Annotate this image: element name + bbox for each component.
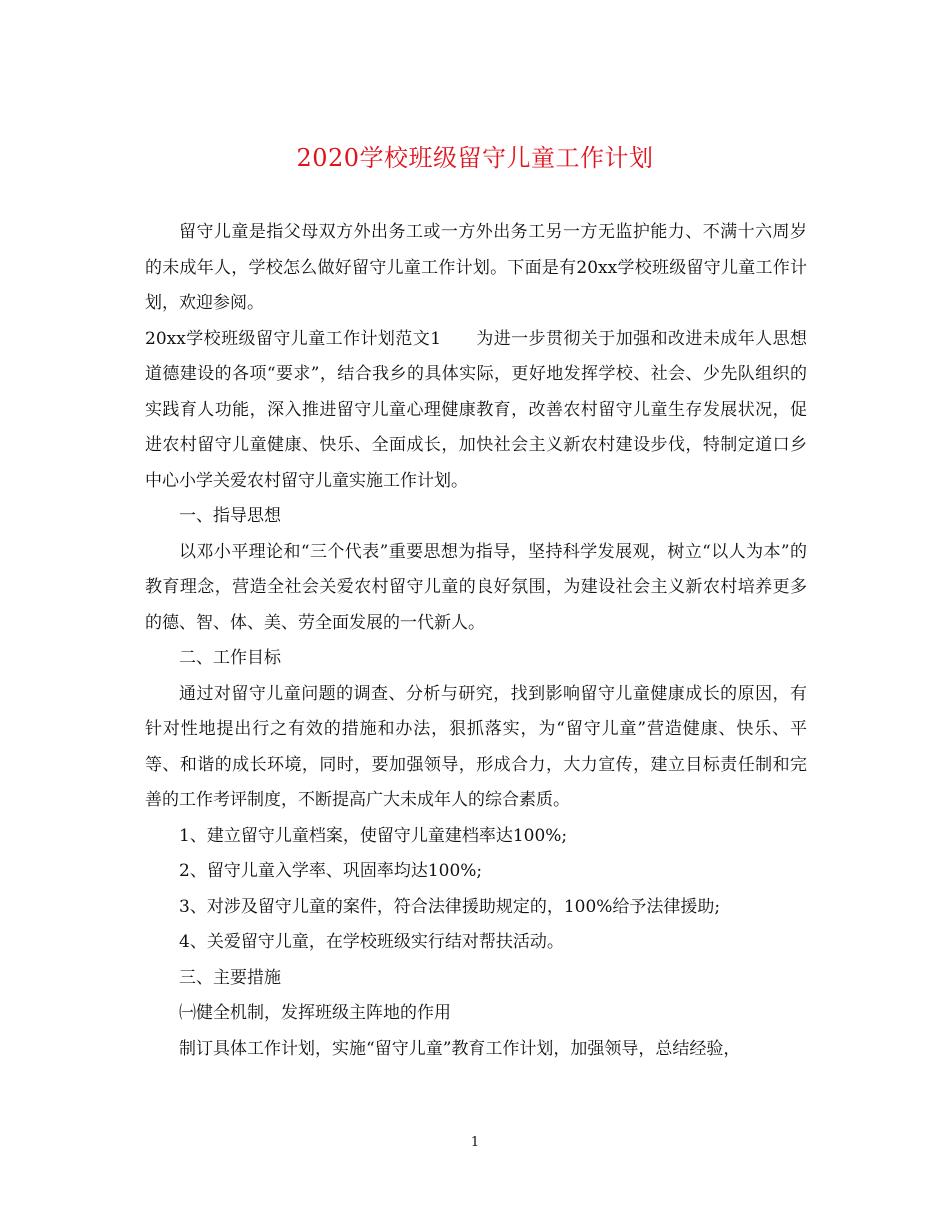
- section-heading-main-measures: 三、主要措施: [179, 967, 281, 988]
- section-heading-work-goals: 二、工作目标: [179, 648, 281, 668]
- mechanism-paragraph: 制订具体工作计划，实施“留守儿童”教育工作计划，加强领导，总结经验，: [179, 1038, 741, 1059]
- goal-item-1: 1、建立留守儿童档案，使留守儿童建档率达100%;: [179, 825, 568, 846]
- subsection-heading-mechanism: ㈠健全机制，发挥班级主阵地的作用: [179, 1003, 451, 1023]
- page-number: 1: [470, 1135, 480, 1150]
- sample-intro-paragraph: 20xx学校班级留守儿童工作计划范文1 为进一步贯彻关于加强和改进未成年人思想道德建设的各项“要求”，结合我乡的具体实际，更好地发挥学校、社会、少先队组织的实践育人功能，深入推进留守儿童心理健康教育，改善农村留守儿童生存发展状况，促进农村留守儿童健康、快乐、全面成长，加快社会主义新农村建设步伐，特制定道口乡中心小学关爱农村留守儿童实施工作计划。: [145, 328, 807, 491]
- section-heading-guiding-ideology: 一、指导思想: [179, 506, 281, 526]
- document-body: [145, 215, 807, 1067]
- goal-item-2: 2、留守儿童入学率、巩固率均达100%;: [179, 861, 483, 881]
- goal-item-4: 4、关爱留守儿童，在学校班级实行结对帮扶活动。: [179, 932, 564, 952]
- guiding-ideology-paragraph: 以邓小平理论和“三个代表”重要思想为指导，坚持科学发展观，树立“以人为本”的教育理念，营造全社会关爱农村留守儿童的良好氛围，为建设社会主义新农村培养更多的德、智、体、美、劳全面发展的一代新人。: [145, 541, 807, 633]
- goal-item-3: 3、对涉及留守儿童的案件，符合法律援助规定的，100%给予法律援助;: [179, 896, 721, 917]
- work-goals-paragraph: 通过对留守儿童问题的调查、分析与研究，找到影响留守儿童健康成长的原因，有针对性地提出行之有效的措施和办法，狠抓落实，为“留守儿童”营造健康、快乐、平等、和谐的成长环境，同时，要加强领导，形成合力，大力宣传，建立目标责任制和完善的工作考评制度，不断提高广大未成年人的综合素质。: [145, 683, 807, 810]
- document-title: 2020学校班级留守儿童工作计划: [296, 144, 654, 172]
- intro-paragraph: 留守儿童是指父母双方外出务工或一方外出务工另一方无监护能力、不满十六周岁的未成年人，学校怎么做好留守儿童工作计划。下面是有20xx学校班级留守儿童工作计划，欢迎参阅。: [145, 222, 807, 313]
